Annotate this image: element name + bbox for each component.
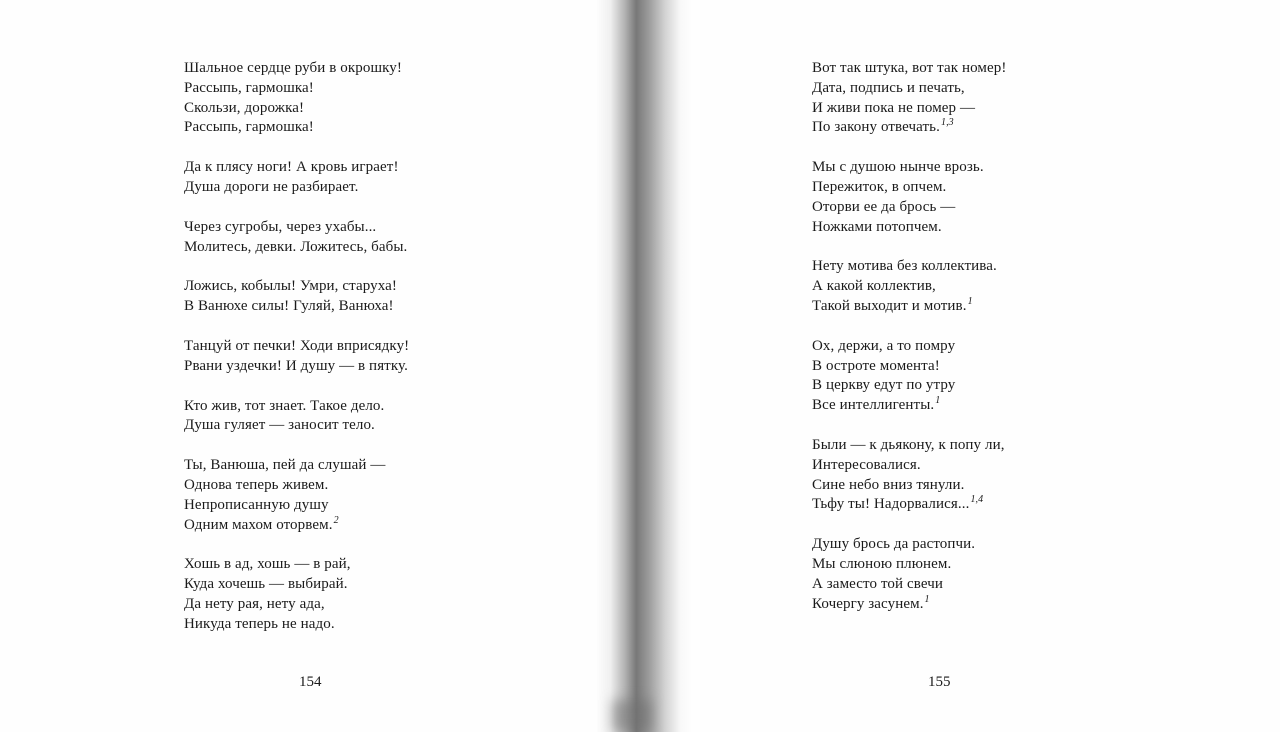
left-stanza [184, 456, 409, 535]
book-gutter-shadow [596, 0, 692, 732]
right-page-number: 155 [928, 674, 951, 690]
right-stanza [812, 59, 1006, 138]
poem-line-text: Душа гуляет — заносит тело. [184, 417, 375, 434]
poem-line [812, 476, 1006, 496]
poem-line-text: Душа дороги не разбирает. [184, 178, 359, 195]
footnote-marker: 1 [924, 593, 930, 605]
poem-line-text: Вот так штука, вот так номер! [812, 60, 1007, 76]
left-poem-text [184, 59, 409, 655]
poem-line-text: Шальное сердце руби в окрошку! [184, 60, 402, 76]
poem-line [812, 575, 1006, 595]
right-stanza [812, 257, 1006, 316]
poem-line [812, 198, 1006, 218]
footnote-marker: 1 [935, 395, 941, 407]
poem-line-text: А заместо той свечи [812, 575, 943, 592]
poem-line [184, 158, 409, 178]
poem-line-text: Кочергу засунем. [812, 595, 924, 612]
footnote-marker: 1,4 [970, 494, 984, 506]
poem-line-text: Ох, держи, а то помру [812, 337, 956, 354]
poem-line-text: Скользи, дорожка! [184, 99, 305, 116]
poem-line [184, 496, 409, 516]
poem-line-text: Тьфу ты! Надорвалися... [812, 496, 970, 513]
footnote-marker: 1,3 [940, 117, 954, 129]
poem-line-text: Непрописанную душу [184, 496, 329, 513]
poem-line [184, 59, 409, 79]
poem-line-text: В Ванюхе силы! Гуляй, Ванюха! [184, 298, 394, 315]
poem-line-text: Дата, подпись и печать, [812, 79, 965, 96]
poem-line [184, 555, 409, 575]
poem-line-text: Сине небо вниз тянули. [812, 476, 965, 493]
poem-line-text: Ложись, кобылы! Умри, старуха! [184, 278, 397, 295]
poem-line-text: Рассыпь, гармошка! [184, 119, 314, 136]
left-stanza [184, 59, 409, 138]
poem-line [812, 218, 1006, 238]
right-poem-text [812, 59, 1006, 634]
poem-line-text: Душу брось да растопчи. [812, 536, 976, 553]
poem-line [184, 178, 409, 198]
left-stanza [184, 337, 409, 377]
poem-line-text: Ты, Ванюша, пей да слушай — [184, 457, 386, 474]
poem-line [812, 158, 1006, 178]
poem-line [812, 178, 1006, 198]
poem-line-text: А какой коллектив, [812, 278, 936, 295]
poem-line [812, 257, 1006, 277]
poem-line [812, 79, 1006, 99]
poem-line [184, 218, 409, 238]
poem-line-text: Были — к дьякону, к попу ли, [812, 436, 1005, 453]
poem-line-text: Оторви ее да брось — [812, 198, 956, 215]
poem-line [184, 118, 409, 138]
poem-line [812, 337, 1006, 357]
poem-line-text: Пережиток, в опчем. [812, 178, 947, 195]
poem-line-text: Интересовалися. [812, 456, 921, 473]
poem-line-text: Хошь в ад, хошь — в рай, [184, 556, 351, 573]
poem-line [184, 337, 409, 357]
right-stanza [812, 436, 1006, 515]
poem-line [812, 357, 1006, 377]
poem-line-text: И живи пока не помер — [812, 99, 976, 116]
poem-line-text: По закону отвечать. [812, 119, 940, 136]
poem-line [184, 99, 409, 119]
poem-line [812, 456, 1006, 476]
left-stanza [184, 555, 409, 634]
poem-line [184, 516, 409, 536]
footnote-marker: 2 [333, 514, 339, 526]
poem-line-text: Однова теперь живем. [184, 476, 329, 493]
left-stanza [184, 397, 409, 437]
poem-line-text: Никуда теперь не надо. [184, 615, 335, 632]
poem-line-text: Через сугробы, через ухабы... [184, 218, 377, 235]
poem-line [184, 595, 409, 615]
gutter-bottom-shadow [612, 700, 652, 732]
poem-line [812, 99, 1006, 119]
poem-line [812, 297, 1006, 317]
poem-line [812, 495, 1006, 515]
poem-line [184, 575, 409, 595]
left-stanza [184, 158, 409, 198]
poem-line-text: Мы с душою нынче врозь. [812, 159, 984, 176]
poem-line [812, 376, 1006, 396]
right-stanza [812, 158, 1006, 237]
poem-line-text: Куда хочешь — выбирай. [184, 576, 348, 593]
left-stanza [184, 277, 409, 317]
poem-line-text: В церкву едут по утру [812, 377, 956, 394]
poem-line-text: Да нету рая, нету ада, [184, 595, 325, 612]
poem-line [184, 238, 409, 258]
left-page-number: 154 [299, 674, 322, 690]
poem-line-text: Нету мотива без коллектива. [812, 258, 997, 275]
poem-line [812, 277, 1006, 297]
right-stanza [812, 535, 1006, 614]
poem-line [812, 436, 1006, 456]
poem-line [184, 615, 409, 635]
poem-line-text: Одним махом оторвем. [184, 516, 333, 533]
poem-line-text: Кто жив, тот знает. Такое дело. [184, 397, 385, 414]
poem-line [812, 396, 1006, 416]
left-stanza [184, 218, 409, 258]
poem-line [812, 59, 1006, 79]
poem-line-text: Рассыпь, гармошка! [184, 79, 314, 96]
poem-line-text: Молитесь, девки. Ложитесь, бабы. [184, 238, 408, 255]
poem-line [184, 397, 409, 417]
poem-line-text: Танцуй от печки! Ходи вприсядку! [184, 337, 410, 354]
poem-line [184, 297, 409, 317]
footnote-marker: 1 [967, 295, 973, 307]
poem-line [812, 595, 1006, 615]
poem-line-text: Рвани уздечки! И душу — в пятку. [184, 357, 408, 374]
poem-line [184, 277, 409, 297]
right-stanza [812, 337, 1006, 416]
poem-line [184, 79, 409, 99]
poem-line [812, 535, 1006, 555]
poem-line-text: Ножками потопчем. [812, 218, 942, 235]
poem-line [812, 555, 1006, 575]
poem-line-text: В остроте момента! [812, 357, 940, 374]
poem-line-text: Да к плясу ноги! А кровь играет! [184, 159, 399, 176]
poem-line [184, 476, 409, 496]
poem-line-text: Мы слюною плюнем. [812, 555, 952, 572]
poem-line [184, 456, 409, 476]
poem-line-text: Все интеллигенты. [812, 397, 935, 414]
poem-line [184, 357, 409, 377]
poem-line-text: Такой выходит и мотив. [812, 297, 967, 314]
poem-line [184, 416, 409, 436]
poem-line [812, 118, 1006, 138]
